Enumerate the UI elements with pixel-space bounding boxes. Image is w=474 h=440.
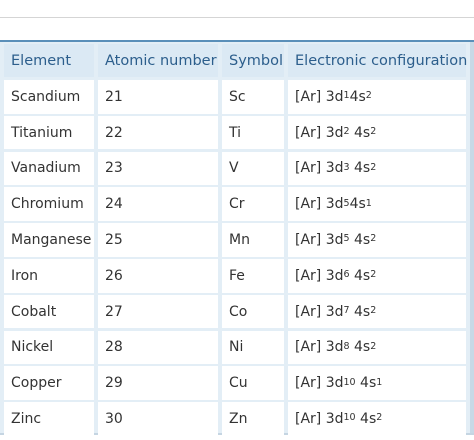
- cell-symbol: Sc: [222, 80, 284, 114]
- config-text: 4s: [349, 267, 371, 284]
- element-table: [0, 40, 474, 435]
- header-symbol: Symbol: [222, 44, 284, 77]
- cell-symbol: Co: [222, 295, 284, 329]
- cell-configuration: [288, 402, 466, 436]
- config-text: [Ar] 3d: [295, 375, 344, 392]
- config-superscript: 3: [343, 161, 350, 173]
- cell-atomic-number: 23: [98, 152, 218, 186]
- config-superscript: 1: [365, 197, 372, 209]
- config-superscript: 2: [376, 412, 383, 424]
- table-edge-shade: [470, 42, 474, 435]
- config-text: 4s: [349, 303, 371, 320]
- config-text: [Ar] 3d: [295, 267, 344, 284]
- config-superscript: 5: [343, 233, 350, 245]
- cell-atomic-number: 28: [98, 331, 218, 365]
- config-superscript: 1: [376, 376, 383, 388]
- config-superscript: 7: [343, 305, 350, 317]
- config-text: 4s: [349, 196, 366, 213]
- cell-configuration: [288, 295, 466, 329]
- cell-configuration: [288, 331, 466, 365]
- cell-element: Vanadium: [4, 152, 94, 186]
- config-text: [Ar] 3d: [295, 124, 344, 141]
- cell-atomic-number: 22: [98, 116, 218, 150]
- config-text: [Ar] 3d: [295, 160, 344, 177]
- config-superscript: 8: [343, 340, 350, 352]
- config-text: [Ar] 3d: [295, 303, 344, 320]
- header-element: Element: [4, 44, 94, 77]
- config-superscript: 10: [343, 412, 356, 424]
- config-superscript: 2: [370, 269, 377, 281]
- cell-element: Chromium: [4, 187, 94, 221]
- config-superscript: 2: [370, 340, 377, 352]
- cell-element: Nickel: [4, 331, 94, 365]
- config-superscript: 5: [343, 197, 350, 209]
- header-configuration: Electronic configuration: [288, 44, 466, 77]
- config-superscript: 2: [365, 90, 372, 102]
- config-text: [Ar] 3d: [295, 339, 344, 356]
- config-superscript: 10: [343, 376, 356, 388]
- cell-symbol: V: [222, 152, 284, 186]
- cell-configuration: [288, 223, 466, 257]
- cell-symbol: Mn: [222, 223, 284, 257]
- cell-element: Iron: [4, 259, 94, 293]
- config-superscript: 6: [343, 269, 350, 281]
- cell-element: Zinc: [4, 402, 94, 436]
- cell-element: Scandium: [4, 80, 94, 114]
- cell-atomic-number: 30: [98, 402, 218, 436]
- cell-atomic-number: 24: [98, 187, 218, 221]
- cell-atomic-number: 26: [98, 259, 218, 293]
- config-superscript: 1: [343, 90, 350, 102]
- config-superscript: 2: [343, 126, 350, 138]
- cell-atomic-number: 21: [98, 80, 218, 114]
- cell-element: Copper: [4, 366, 94, 400]
- cell-configuration: [288, 152, 466, 186]
- cell-configuration: [288, 259, 466, 293]
- config-superscript: 2: [370, 126, 377, 138]
- cell-atomic-number: 29: [98, 366, 218, 400]
- cell-element: Titanium: [4, 116, 94, 150]
- cell-configuration: [288, 366, 466, 400]
- config-superscript: 2: [370, 233, 377, 245]
- config-text: [Ar] 3d: [295, 88, 344, 105]
- config-text: [Ar] 3d: [295, 231, 344, 248]
- header-atomic-number: Atomic number: [98, 44, 218, 77]
- cell-symbol: Fe: [222, 259, 284, 293]
- config-superscript: 2: [370, 305, 377, 317]
- cell-symbol: Zn: [222, 402, 284, 436]
- cell-symbol: Ti: [222, 116, 284, 150]
- cell-configuration: [288, 80, 466, 114]
- cell-element: Manganese: [4, 223, 94, 257]
- config-text: 4s: [349, 231, 371, 248]
- config-text: 4s: [349, 88, 366, 105]
- config-text: 4s: [355, 375, 377, 392]
- cell-element: Cobalt: [4, 295, 94, 329]
- cell-symbol: Ni: [222, 331, 284, 365]
- config-superscript: 2: [370, 161, 377, 173]
- config-text: 4s: [349, 124, 371, 141]
- cell-symbol: Cr: [222, 187, 284, 221]
- config-text: 4s: [355, 410, 377, 427]
- top-divider: [0, 17, 474, 18]
- config-text: [Ar] 3d: [295, 410, 344, 427]
- config-text: [Ar] 3d: [295, 196, 344, 213]
- cell-atomic-number: 27: [98, 295, 218, 329]
- config-text: 4s: [349, 160, 371, 177]
- cell-configuration: [288, 187, 466, 221]
- cell-configuration: [288, 116, 466, 150]
- config-text: 4s: [349, 339, 371, 356]
- cell-atomic-number: 25: [98, 223, 218, 257]
- cell-symbol: Cu: [222, 366, 284, 400]
